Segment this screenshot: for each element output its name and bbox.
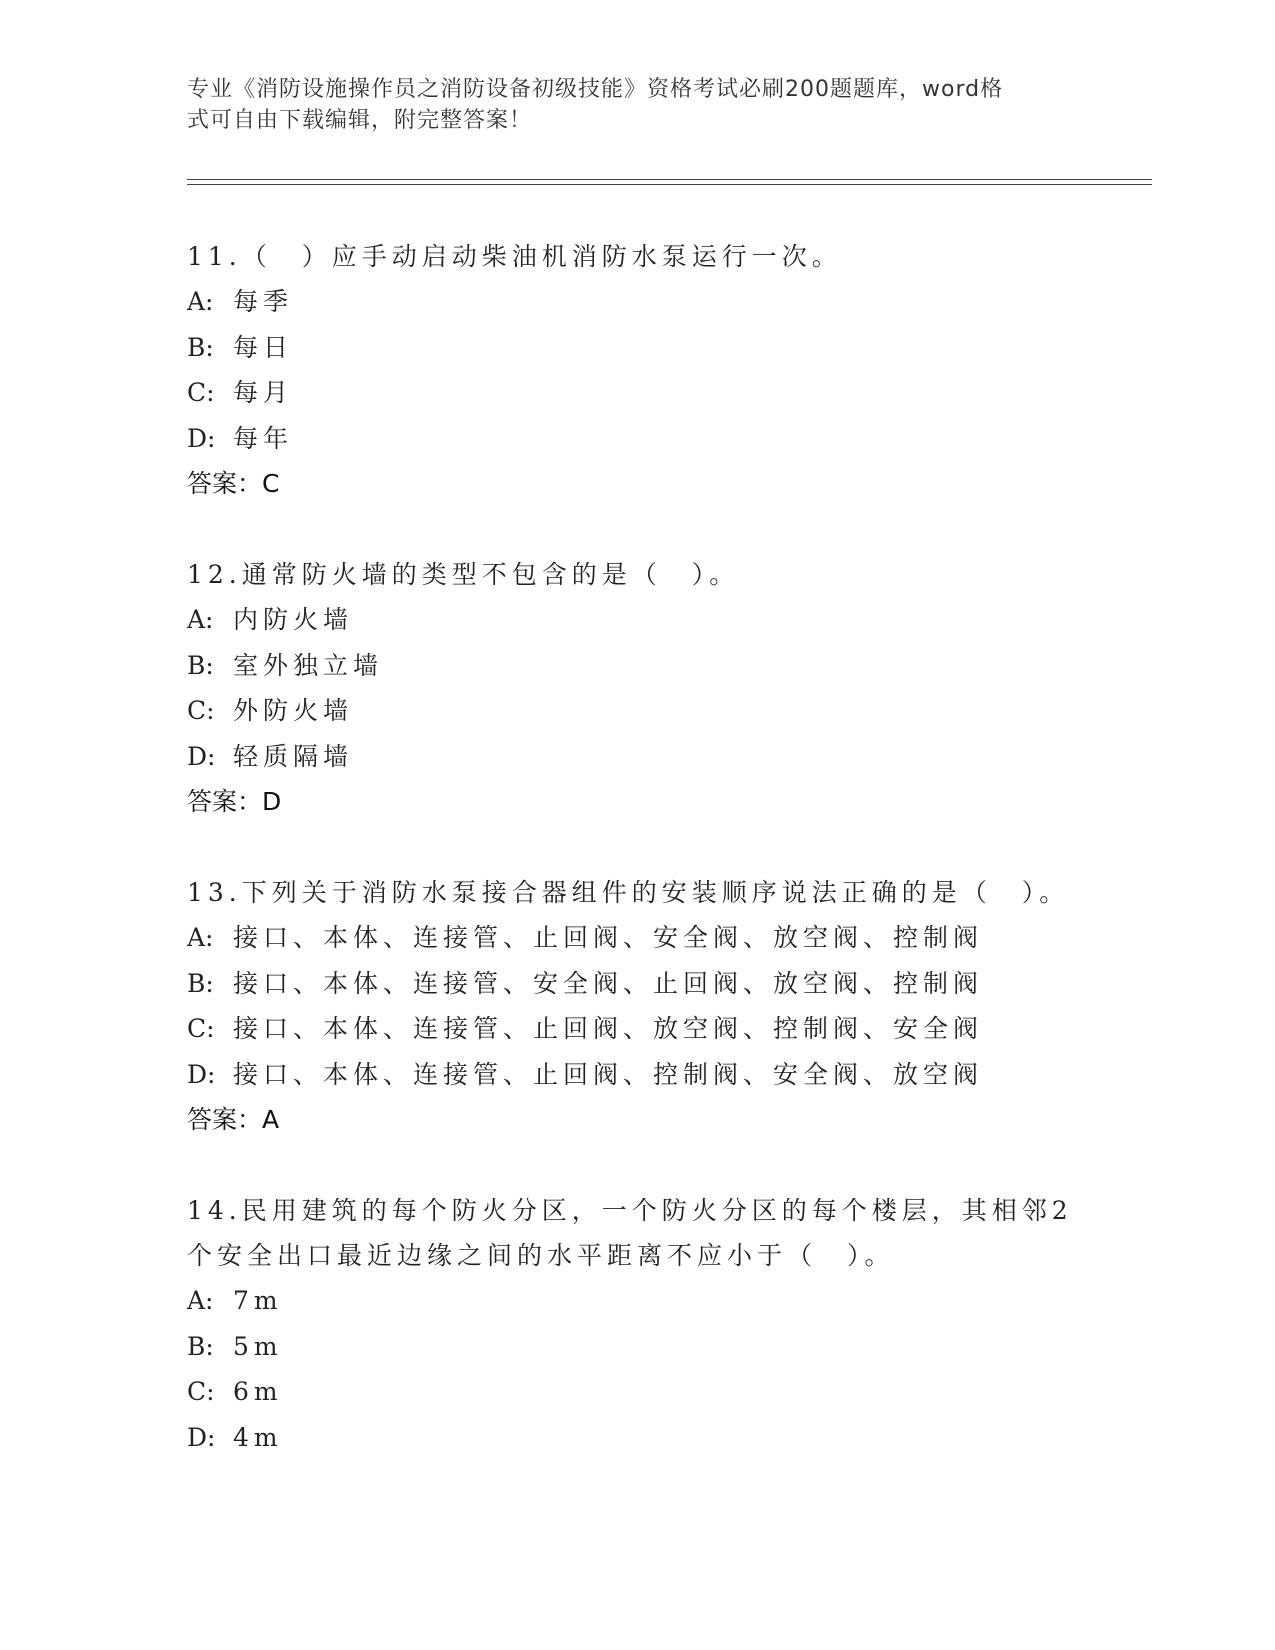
option-d	[187, 1415, 1087, 1461]
option-c	[187, 370, 1087, 416]
option-d	[187, 416, 1087, 462]
header-line-1: 专业《消防设施操作员之消防设备初级技能》资格考试必刷200题题库，word格	[187, 77, 1004, 102]
option-text: 接口、本体、连接管、安全阀、止回阀、放空阀、控制阀	[233, 968, 984, 998]
option-letter: A:	[187, 1286, 214, 1315]
answer-line: 答案：C	[187, 469, 280, 498]
option-letter: D:	[187, 1422, 216, 1452]
question-13	[187, 870, 1087, 1142]
option-text: 接口、本体、连接管、止回阀、控制阀、安全阀、放空阀	[233, 1059, 984, 1089]
option-text: 接口、本体、连接管、止回阀、放空阀、控制阀、安全阀	[233, 1014, 984, 1043]
option-text: 内防火墙	[233, 605, 354, 634]
option-letter: A:	[187, 605, 214, 634]
question-stem: 13.下列关于消防水泵接合器组件的安装顺序说法正确的是（ ）。	[187, 878, 1070, 907]
question-12	[187, 552, 1087, 824]
option-b	[187, 961, 1087, 1007]
option-b	[187, 643, 1087, 689]
option-letter: D:	[187, 1059, 216, 1089]
question-stem: 11.（ ）应手动启动柴油机消防水泵运行一次。	[187, 242, 842, 271]
option-a	[187, 597, 1087, 643]
option-letter: D:	[187, 741, 216, 771]
option-letter: D:	[187, 423, 216, 453]
option-text: 接口、本体、连接管、止回阀、安全阀、放空阀、控制阀	[233, 923, 984, 952]
option-a	[187, 279, 1087, 325]
option-letter: B:	[187, 332, 214, 362]
answer-line: 答案：D	[187, 787, 282, 816]
header-line-2: 式可自由下载编辑，附完整答案！	[187, 108, 533, 133]
option-letter: B:	[187, 650, 214, 680]
option-text: 每月	[233, 378, 294, 407]
option-letter: A:	[187, 923, 214, 952]
option-d	[187, 734, 1087, 780]
option-letter: C:	[187, 378, 215, 407]
option-letter: C:	[187, 696, 215, 725]
option-letter: B:	[187, 968, 214, 998]
option-a	[187, 915, 1087, 961]
option-text: 每季	[233, 287, 294, 316]
option-letter: B:	[187, 1331, 214, 1361]
option-b	[187, 1324, 1087, 1370]
option-text: 每年	[233, 423, 294, 453]
option-a	[187, 1278, 1087, 1324]
option-letter: C:	[187, 1014, 215, 1043]
option-text: 每日	[233, 332, 294, 362]
question-14	[187, 1188, 1087, 1460]
option-text: 5m	[233, 1331, 283, 1361]
answer-line: 答案：A	[187, 1105, 280, 1134]
header-divider-top	[187, 179, 1152, 180]
header-divider-bottom	[187, 184, 1152, 185]
option-c	[187, 1006, 1087, 1052]
question-stem: 14.民用建筑的每个防火分区，一个防火分区的每个楼层，其相邻2个安全出口最近边缘之间的水平距离不应小于（ ）。	[187, 1196, 1073, 1270]
option-c	[187, 1369, 1087, 1415]
option-text: 外防火墙	[233, 696, 354, 725]
option-text: 室外独立墙	[233, 650, 384, 680]
question-stem: 12.通常防火墙的类型不包含的是（ ）。	[187, 560, 740, 589]
option-text: 7m	[233, 1286, 283, 1315]
option-letter: C:	[187, 1377, 215, 1406]
option-text: 6m	[233, 1377, 283, 1406]
question-11	[187, 234, 1087, 506]
option-b	[187, 325, 1087, 371]
option-text: 4m	[233, 1422, 283, 1452]
option-letter: A:	[187, 287, 214, 316]
option-d	[187, 1052, 1087, 1098]
option-c	[187, 688, 1087, 734]
option-text: 轻质隔墙	[233, 741, 354, 771]
document-header	[187, 74, 1087, 136]
